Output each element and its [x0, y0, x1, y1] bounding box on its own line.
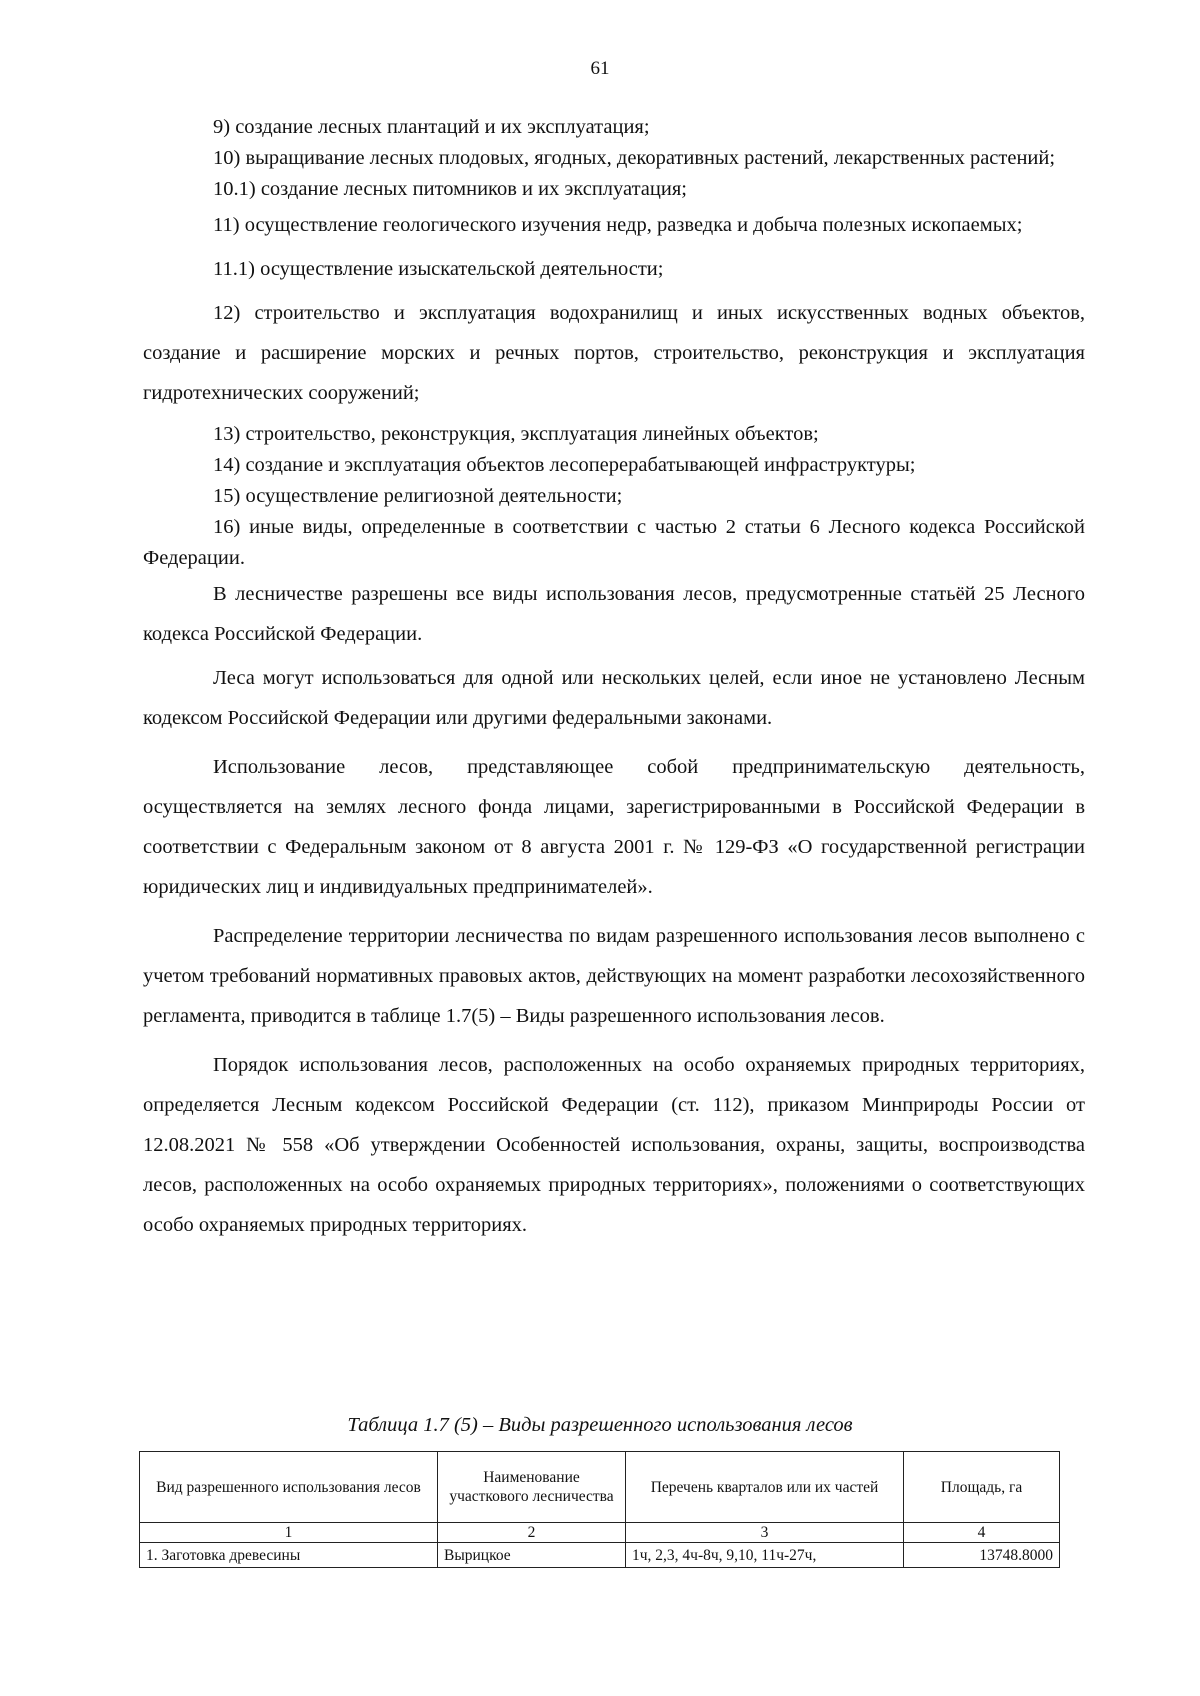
column-number: 2	[438, 1523, 626, 1543]
paragraph-item-16: 16) иные виды, определенные в соответствии с частью 2 статьи 6 Лесного кодекса Российской Федерации.	[143, 516, 1085, 569]
table-header-row	[140, 1452, 1060, 1523]
table-row	[140, 1543, 1060, 1568]
paragraph-item-10-1: 10.1) создание лесных питомников и их эксплуатация;	[213, 178, 687, 200]
paragraph-item-12: 12) строительство и эксплуатация водохранилищ и иных искусственных водных объектов, создание и расширение морских и речных портов, строительство, реконструкция и эксплуатация гидротехнических сооружений;	[143, 302, 1085, 404]
paragraph-item-10: 10) выращивание лесных плодовых, ягодных, декоративных растений, лекарственных растений;	[213, 147, 1056, 169]
cell-quarters-list: 1ч, 2,3, 4ч-8ч, 9,10, 11ч-27ч,	[626, 1543, 904, 1568]
document-body	[143, 112, 1085, 1245]
table-caption: Таблица 1.7 (5) – Виды разрешенного использования лесов	[347, 1414, 853, 1436]
column-number: 1	[140, 1523, 438, 1543]
paragraph-item-15: 15) осуществление религиозной деятельности;	[213, 485, 623, 507]
paragraph-protected-areas: Порядок использования лесов, расположенных на особо охраняемых природных территориях, определяется Лесным кодексом Российской Федерации (ст. 112), приказом Минприроды России от 12.08.2021 № 558 «Об утверждении Особенностей использования, охраны, защиты, воспроизводства лесов, расположенных на особо охраняемых природных территориях», положениями о соответствующих особо охраняемых природных территориях.	[143, 1054, 1085, 1236]
cell-district-name: Вырицкое	[438, 1543, 626, 1568]
paragraph-item-11-1: 11.1) осуществление изыскательской деятельности;	[213, 258, 664, 280]
header-district-name: Наименование участкового лесничества	[438, 1452, 626, 1523]
header-area: Площадь, га	[904, 1452, 1060, 1523]
header-quarters-list: Перечень кварталов или их частей	[626, 1452, 904, 1523]
paragraph-multiple-purposes: Леса могут использоваться для одной или нескольких целей, если иное не установлено Лесным кодексом Российской Федерации или другими федеральными законами.	[143, 667, 1085, 729]
cell-use-type: 1. Заготовка древесины	[140, 1543, 438, 1568]
header-use-type: Вид разрешенного использования лесов	[140, 1452, 438, 1523]
paragraph-entrepreneurial-use: Использование лесов, представляющее собой предпринимательскую деятельность, осуществляется на землях лесного фонда лицами, зарегистрированными в Российской Федерации в соответствии с Федеральным законом от 8 августа 2001 г. № 129-ФЗ «О государственной регистрации юридических лиц и индивидуальных предпринимателей».	[143, 756, 1085, 898]
forest-use-table	[139, 1451, 1060, 1568]
cell-area: 13748.8000	[904, 1543, 1060, 1568]
paragraph-item-13: 13) строительство, реконструкция, эксплуатация линейных объектов;	[213, 423, 819, 445]
column-number: 4	[904, 1523, 1060, 1543]
paragraph-item-11: 11) осуществление геологического изучения недр, разведка и добыча полезных ископаемых;	[213, 214, 1023, 236]
paragraph-territory-distribution: Распределение территории лесничества по видам разрешенного использования лесов выполнено с учетом требований нормативных правовых актов, действующих на момент разработки лесохозяйственного регламента, приводится в таблице 1.7(5) – Виды разрешенного использования лесов.	[143, 925, 1085, 1027]
paragraph-allowed-uses: В лесничестве разрешены все виды использования лесов, предусмотренные статьёй 25 Лесного кодекса Российской Федерации.	[143, 583, 1085, 645]
paragraph-item-14: 14) создание и эксплуатация объектов лесоперерабатывающей инфраструктуры;	[213, 454, 916, 476]
paragraph-item-9: 9) создание лесных плантаций и их эксплуатация;	[213, 116, 650, 138]
page-number: 61	[590, 58, 610, 79]
column-number: 3	[626, 1523, 904, 1543]
table-column-numbers-row	[140, 1523, 1060, 1543]
